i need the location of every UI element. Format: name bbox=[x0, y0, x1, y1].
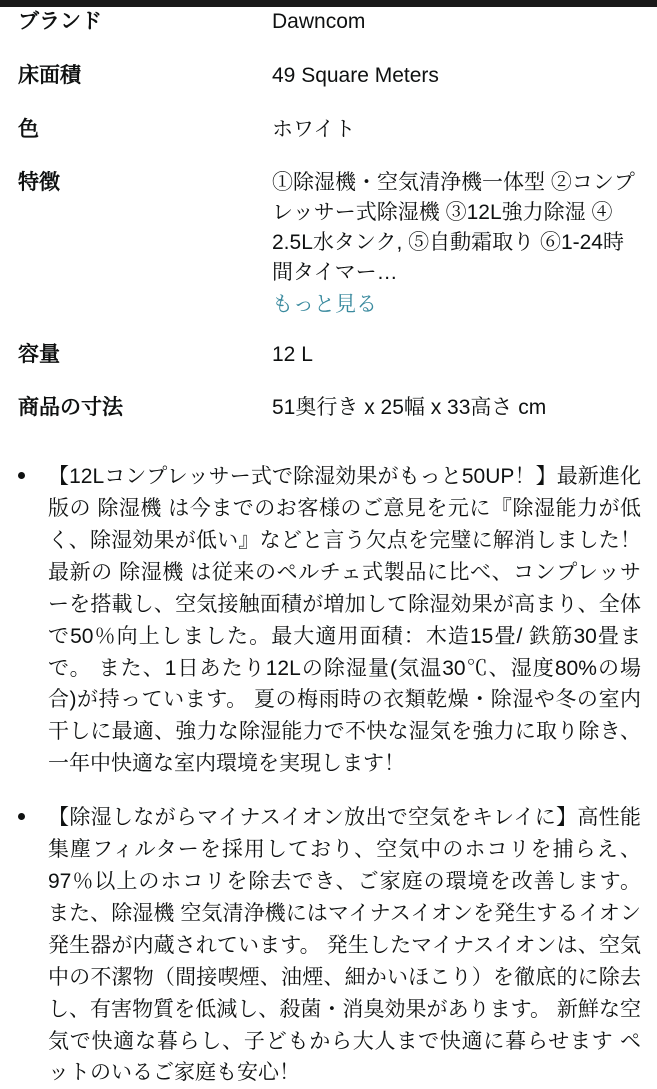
feature-text: 【除湿しながらマイナスイオン放出で空気をキレイに】高性能集塵フィルターを採用しており、空気中のホコリを捕らえ、97％以上のホコリを除去でき、ご家庭の環境を改善します。 また、除湿機 空気清浄機にはマイナスイオンを発生するイオン発生器が内蔵されています。 発生したマイナスイオンは、空気中の不潔物（間接喫煙、油煙、細かいほこり）を徹底的に除去し、有害物質を低減し、殺菌・消臭効果があります。 新鮮な空気で快適な暮らし、子どもから大人まで快適に暮らせます ペットのいるご家庭も安心！ bbox=[48, 806, 641, 1085]
spec-value: Dawncom bbox=[272, 10, 366, 33]
table-row bbox=[0, 393, 657, 447]
spec-value: 12 L bbox=[272, 342, 313, 366]
table-row bbox=[0, 61, 657, 115]
table-row bbox=[0, 340, 657, 394]
spec-key: 色 bbox=[18, 117, 39, 141]
page-top-divider bbox=[0, 0, 657, 7]
spec-key: 床面積 bbox=[18, 63, 81, 87]
show-more-link[interactable]: もっと見る bbox=[272, 292, 377, 316]
spec-value: ホワイト bbox=[272, 117, 356, 141]
bullet-dot-icon bbox=[18, 813, 25, 820]
spec-value-cell bbox=[272, 168, 657, 339]
table-row bbox=[0, 168, 657, 339]
spec-key: 特徴 bbox=[18, 171, 60, 195]
spec-value: 51奥行き x 25幅 x 33高さ cm bbox=[272, 396, 547, 420]
bullet-dot-icon bbox=[18, 472, 25, 479]
list-item bbox=[0, 802, 641, 1089]
product-specification-table bbox=[0, 7, 657, 447]
spec-value: ①除湿機・空気清浄機一体型 ②コンプレッサー式除湿機 ③12L強力除湿 ④ 2.5L水タンク, ⑤自動霜取り ⑥1-24時間タイマー… bbox=[272, 171, 635, 284]
feature-text: 【12Lコンプレッサー式で除湿効果がもっと50UP！】最新進化版の 除湿機 は今までのお客様のご意見を元に『除湿能力が低く、除湿効果が低い』などと言う欠点を完璧に解消しました！ 最新の 除湿機 は従来のペルチェ式製品に比べ、コンプレッサーを搭載し、空気接触面積が増加して除湿効果が高まり、全体で50％向上しました。最大適用面積：木造15畳/ 鉄筋30畳まで。 また、1日あたり12Lの除湿量(気温30℃、湿度80%の場合)が持っています。 夏の梅雨時の衣類乾燥・除湿や冬の室内干しに最適、強力な除湿能力で不快な湿気を強力に取り除き、一年中快適な室内環境を実現します！ bbox=[48, 465, 641, 776]
list-item bbox=[0, 461, 641, 780]
spec-value: 49 Square Meters bbox=[272, 63, 439, 87]
spec-key: 容量 bbox=[18, 342, 60, 366]
feature-bullet-list bbox=[0, 461, 657, 1089]
table-row bbox=[0, 7, 657, 61]
spec-key: ブランド bbox=[18, 10, 102, 33]
table-row bbox=[0, 115, 657, 169]
spec-key: 商品の寸法 bbox=[18, 396, 123, 420]
